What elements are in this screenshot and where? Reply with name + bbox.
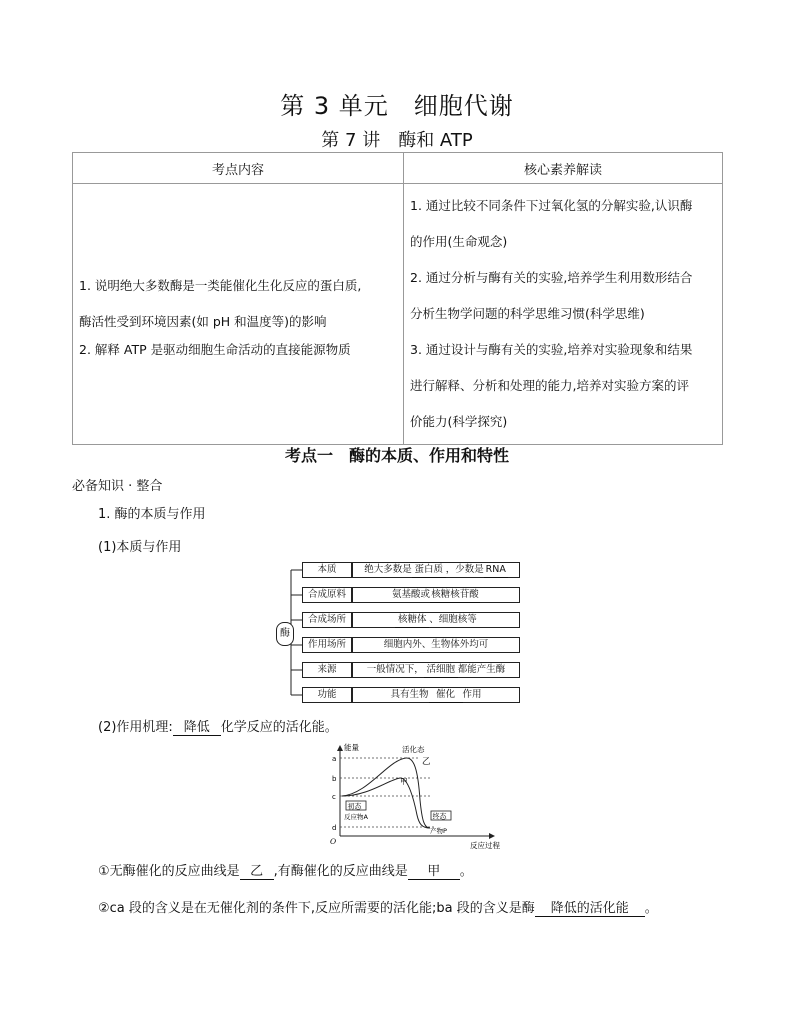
- y-axis-label: 能量: [344, 743, 359, 752]
- content-line: 酶活性受到环境因素(如 pH 和温度等)的影响: [79, 314, 327, 329]
- concept-blank: 核糖体: [395, 613, 429, 628]
- table-cell-literacy: [404, 184, 723, 445]
- lesson-title: 第 7 讲 酶和 ATP: [321, 130, 473, 151]
- q1-text: 。: [459, 864, 473, 879]
- level-a: a: [332, 755, 337, 763]
- literacy-line: 2. 通过分析与酶有关的实验,培养学生利用数形结合: [410, 270, 693, 285]
- table-header-content: 考点内容: [73, 153, 404, 184]
- q1-text: ,有酶催化的反应曲线是: [273, 864, 408, 879]
- literacy-line: 价能力(科学探究): [410, 414, 508, 429]
- concept-value: [352, 662, 520, 678]
- item-1-1: (1)本质与作用: [98, 540, 182, 555]
- label-reactant: 反应物A: [344, 813, 368, 821]
- concept-text: 都能产生酶: [457, 664, 506, 675]
- label-activated: 活化态: [402, 745, 425, 754]
- concept-label: 合成原料: [302, 587, 352, 603]
- concept-blank: 催化: [429, 688, 463, 703]
- q1-text: ①无酶催化的反应曲线是: [98, 864, 240, 879]
- concept-value: [352, 612, 520, 628]
- concept-blank: 活细胞: [424, 663, 458, 678]
- concept-blank: RNA: [484, 563, 508, 578]
- level-d: d: [332, 824, 337, 832]
- objectives-table: [72, 152, 723, 445]
- concept-label: 本质: [302, 562, 352, 578]
- level-c: c: [332, 793, 336, 801]
- item-1: 1. 酶的本质与作用: [98, 507, 206, 522]
- concept-text: 绝大多数是: [364, 564, 412, 575]
- concept-label: 功能: [302, 687, 352, 703]
- table-cell-content: [73, 184, 404, 445]
- q1-blank-1: 乙: [240, 860, 274, 880]
- concept-label: 来源: [302, 662, 352, 678]
- question-1: [98, 860, 473, 880]
- concept-map-center: 酶: [276, 622, 294, 646]
- literacy-line: 的作用(生命观念): [410, 234, 508, 249]
- concept-text: 作用: [462, 689, 482, 700]
- section-title: 考点一 酶的本质、作用和特性: [284, 446, 509, 465]
- concept-text: ，少数是: [445, 564, 484, 575]
- concept-value: [352, 687, 520, 703]
- subsection-title: 必备知识 · 整合: [72, 479, 163, 494]
- concept-blank: 蛋白质: [412, 563, 446, 578]
- mechanism-text: 化学反应的活化能。: [220, 720, 338, 735]
- label-product: 产物P: [430, 827, 447, 835]
- q2-text: 。: [644, 901, 658, 916]
- concept-map-lines: [272, 558, 522, 708]
- content-line: 2. 解释 ATP 是驱动细胞生命活动的直接能源物质: [79, 342, 351, 357]
- concept-text: 一般情况下，: [366, 664, 424, 675]
- label-jia: 甲: [400, 777, 408, 786]
- table-header-literacy: 核心素养解读: [404, 153, 723, 184]
- origin-label: O: [330, 837, 337, 846]
- label-yi: 乙: [422, 757, 431, 767]
- literacy-line: 分析生物学问题的科学思维习惯(科学思维): [410, 306, 645, 321]
- literacy-line: 进行解释、分析和处理的能力,培养对实验方案的评: [410, 378, 689, 393]
- q2-blank: 降低的活化能: [535, 897, 645, 917]
- literacy-line: 1. 通过比较不同条件下过氧化氢的分解实验,认识酶: [410, 198, 693, 213]
- content-line: 1. 说明绝大多数酶是一类能催化生化反应的蛋白质,: [79, 278, 362, 293]
- concept-text: 、细胞核等: [429, 614, 477, 625]
- concept-blank: 核糖核苷酸: [430, 588, 480, 603]
- concept-value: [352, 587, 520, 603]
- concept-text: 氨基酸或: [391, 589, 430, 600]
- level-b: b: [332, 775, 337, 783]
- q2-text: ②ca 段的含义是在无催化剂的条件下,反应所需要的活化能;ba 段的含义是酶: [98, 901, 535, 916]
- mechanism-label: (2)作用机理:: [98, 720, 173, 735]
- concept-label: 合成场所: [302, 612, 352, 628]
- concept-value: 细胞内外、生物体外均可: [352, 637, 520, 653]
- concept-map: [272, 558, 522, 708]
- item-1-2: [98, 716, 338, 736]
- mechanism-blank: 降低: [173, 716, 221, 736]
- label-initial: 初态: [347, 802, 362, 811]
- concept-label: 作用场所: [302, 637, 352, 653]
- question-2: [98, 897, 658, 917]
- concept-value: [352, 562, 520, 578]
- unit-title: 第 3 单元 细胞代谢: [280, 92, 514, 120]
- q1-blank-2: 甲: [408, 860, 460, 880]
- x-axis-label: 反应过程: [470, 841, 500, 850]
- literacy-line: 3. 通过设计与酶有关的实验,培养对实验现象和结果: [410, 342, 693, 357]
- energy-diagram: [318, 740, 508, 852]
- concept-text: 具有生物: [390, 689, 429, 700]
- label-final: 终态: [432, 812, 447, 821]
